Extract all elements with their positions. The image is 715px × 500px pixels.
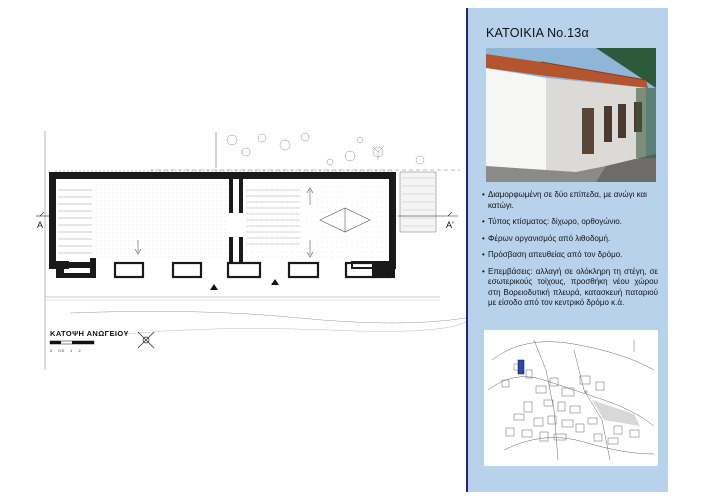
location-map-illustration: [484, 330, 658, 466]
house-photo: [486, 48, 656, 182]
scale-bar: [50, 341, 94, 344]
info-panel: [466, 8, 668, 492]
highlighted-building: [518, 360, 524, 374]
panel-title: ΚΑΤΟΙΚΙΑ No.13α: [486, 26, 589, 40]
vegetation-symbols: [227, 133, 424, 165]
north-arrow: [138, 332, 154, 348]
bullet-text: Πρόσβαση απευθείας από τον δρόμο.: [488, 250, 623, 259]
scale-labels: 0 0.5 1 2: [50, 348, 81, 353]
bullet-item: [482, 250, 658, 261]
bullet-dot: •: [482, 250, 485, 259]
bullet-dot: •: [482, 233, 485, 243]
entrance-marker-1: [210, 284, 218, 290]
bullet-text: Επεμβάσεις: αλλαγή σε ολόκληρη τη στέγη, σε εσωτερικούς τοίχους, προσθήκη νέου χώρου στη Βορειοδυτική πλευρά, κατασκευή παταριού με είσοδο από τον κεντρικό δρόμο κ.ά.: [488, 266, 658, 307]
house-photo-illustration: [486, 48, 656, 182]
bullet-item: [482, 234, 658, 245]
bullet-text: Φέρων οργανισμός από λιθοδομή.: [488, 233, 611, 243]
floor-texture: [96, 182, 226, 260]
description-list: [482, 190, 658, 315]
bullet-dot: •: [482, 217, 485, 226]
bullet-text: Τύπος κτίσματος: δίχωρο, ορθογώνιο.: [488, 217, 622, 226]
section-label-right: A': [446, 220, 454, 230]
bullet-dot: •: [482, 190, 485, 199]
bullet-item: [482, 190, 658, 211]
bullet-text: Διαμορφωμένη σε δύο επίπεδα, με ανώγι και κατώγι.: [488, 190, 647, 210]
bullet-item: [482, 267, 658, 309]
entrance-marker-2: [271, 279, 279, 285]
bullet-item: [482, 217, 658, 228]
location-map: [484, 330, 658, 466]
stair-hatch-left: [58, 190, 92, 253]
road-edge-line: [70, 311, 466, 323]
bullet-dot: •: [482, 266, 485, 276]
section-label-left: A: [37, 220, 44, 230]
plan-title: ΚΑΤΟΨΗ ΑΝΩΓΕΙΟΥ: [50, 329, 129, 338]
